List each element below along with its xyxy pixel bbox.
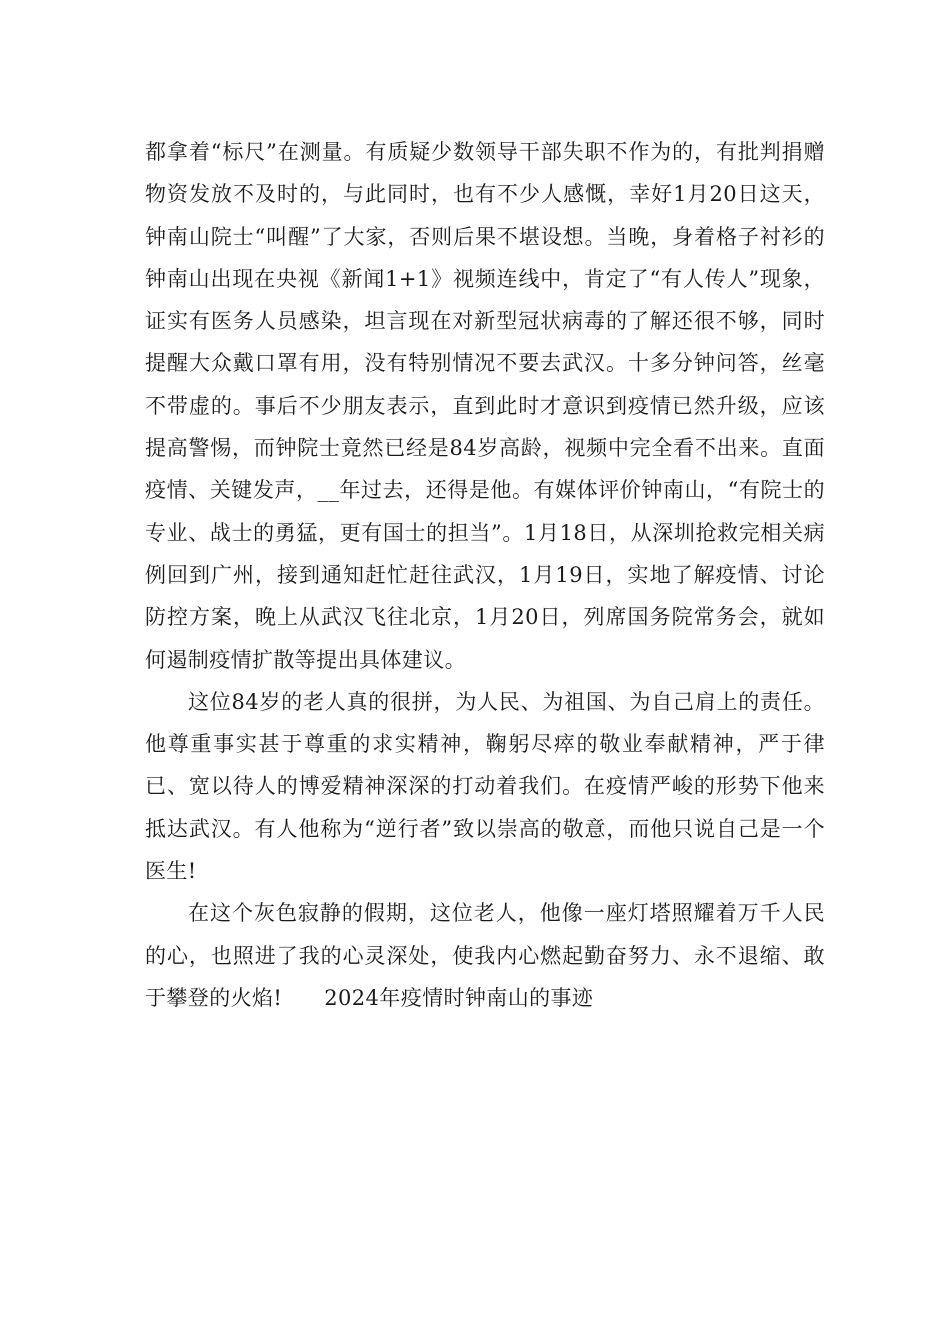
trailing-title: 2024年疫情时钟南山的事迹 xyxy=(324,985,594,1010)
paragraph-1: 都拿着“标尺”在测量。有质疑少数领导干部失职不作为的，有批判捐赠物资发放不及时的，与此同时，也有不少人感慨，幸好1月20日这天，钟南山院士“叫醒”了大家，否则后果不堪设想。当晚，身着格子衬衫的钟南山出现在央视《新闻1+1》视频连线中，肯定了“有人传人”现象，证实有医务人员感染，坦言现在对新型冠状病毒的了解还很不够，同时提醒大众戴口罩有用，没有特别情况不要去武汉。十多分钟问答，丝毫不带虚的。事后不少朋友表示，直到此时才意识到疫情已然升级，应该提高警惕，而钟院士竟然已经是84岁高龄，视频中完全看不出来。直面疫情、关键发声，__年过去，还得是他。有媒体评价钟南山，“有院士的专业、战士的勇猛，更有国士的担当”。1月18日，从深圳抢救完相关病例回到广州，接到通知赶忙赶往武汉，1月19日，实地了解疫情、讨论防控方案，晚上从武汉飞往北京，1月20日，列席国务院常务会，就如何遏制疫情扩散等提出具体建议。 xyxy=(145,140,825,672)
paragraph-3 xyxy=(145,892,825,1019)
document-body xyxy=(145,131,825,1019)
paragraph-3-text: 在这个灰色寂静的假期，这位老人，他像一座灯塔照耀着万千人民的心，也照进了我的心灵深处，使我内心燃起勤奋努力、永不退缩、敢于攀登的火焰! xyxy=(145,901,825,1010)
paragraph-2: 这位84岁的老人真的很拼，为人民、为祖国、为自己肩上的责任。他尊重事实甚于尊重的求实精神，鞠躬尽瘁的敬业奉献精神，严于律已、宽以待人的博爱精神深深的打动着我们。在疫情严峻的形势下他来抵达武汉。有人他称为“逆行者”致以崇高的敬意，而他只说自己是一个医生! xyxy=(145,689,825,884)
